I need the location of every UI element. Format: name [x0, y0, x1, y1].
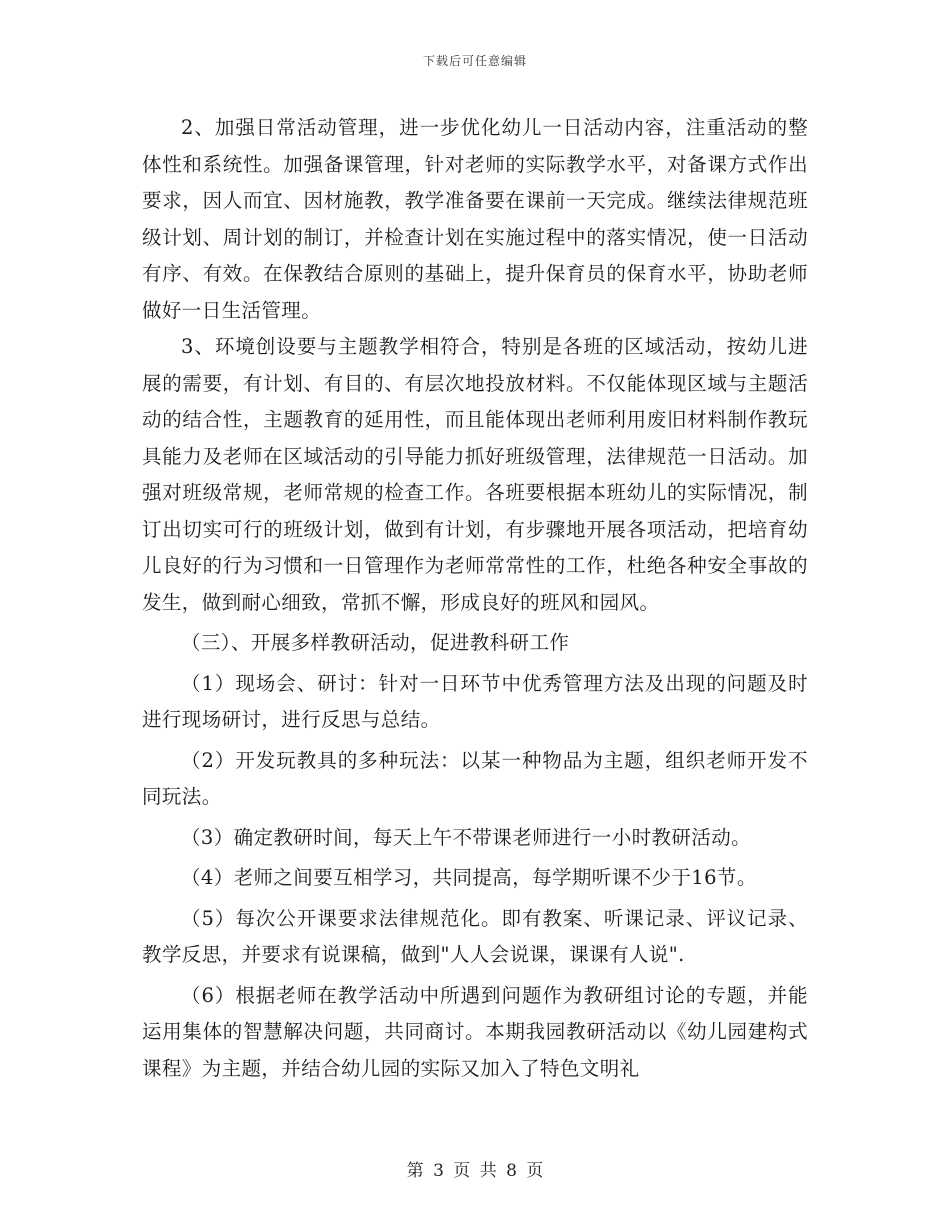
page-number-footer: 第 3 页 共 8 页: [406, 1161, 544, 1181]
paragraph-environment-creation: 3、环境创设要与主题教学相符合，特别是各班的区域活动，按幼儿进展的需要，有计划、有目的、有层次地投放材料。不仅能体现区域与主题活动的结合性，主题教育的延用性，而且能体现出老师利用废旧材料制作教玩具能力及老师在区域活动的引导能力抓好班级管理，法律规范一日活动。加强对班级常规，老师常规的检查工作。各班要根据本班幼儿的实际情况，制订出切实可行的班级计划，做到有计划，有步骤地开展各项活动，把培育幼儿良好的行为习惯和一日管理作为老师常常性的工作，杜绝各种安全事故的发生，做到耐心细致，常抓不懈，形成良好的班风和园风。: [142, 335, 808, 614]
list-item-onsite-meeting: （1）现场会、研讨：针对一日环节中优秀管理方法及出现的问题及时进行现场研讨，进行反思与总结。: [142, 671, 808, 731]
list-item-open-class: （5）每次公开课要求法律规范化。即有教案、听课记录、评议记录、教学反思，并要求有说课稿，做到"人人会说课，课课有人说".: [142, 906, 808, 966]
page-header-note: 下载后可任意编辑: [422, 54, 527, 68]
list-item-mutual-learning: （4）老师之间要互相学习，共同提高，每学期听课不少于16节。: [181, 866, 757, 889]
section-heading-teaching-research: （三）、开展多样教研活动，促进教科研工作: [181, 631, 570, 654]
paragraph-daily-activity-management: 2、加强日常活动管理，进一步优化幼儿一日活动内容，注重活动的整体性和系统性。加强备课管理，针对老师的实际教学水平，对备课方式作出要求，因人而宜、因材施教，教学准备要在课前一天完成。继续法律规范班级计划、周计划的制订，并检查计划在实施过程中的落实情况，使一日活动有序、有效。在保教结合原则的基础上，提升保育员的保育水平，协助老师做好一日生活管理。: [142, 116, 808, 322]
document-body: [142, 110, 808, 1087]
list-item-research-time: （3）确定教研时间，每天上午不带课老师进行一小时教研活动。: [181, 825, 752, 849]
list-item-research-topics: （6）根据老师在教学活动中所遇到问题作为教研组讨论的专题，并能运用集体的智慧解决问题，共同商讨。本期我园教研活动以《幼儿园建构式课程》为主题，并结合幼儿园的实际又加入了特色文明礼: [142, 983, 808, 1080]
list-item-toy-development: （2）开发玩教具的多种玩法：以某一种物品为主题，组织老师开发不同玩法。: [142, 748, 808, 808]
